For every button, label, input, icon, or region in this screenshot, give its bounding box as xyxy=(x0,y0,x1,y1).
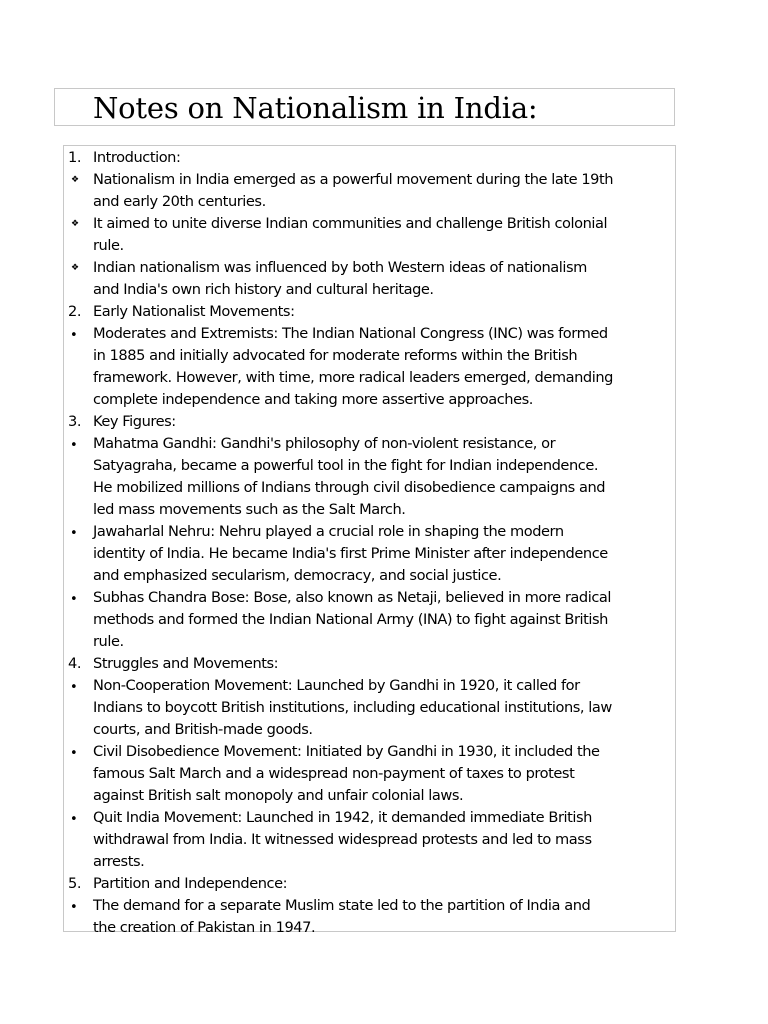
item-text xyxy=(93,675,673,741)
item-text xyxy=(93,873,673,895)
item-text xyxy=(93,301,673,323)
text-line: identity of India. He became India's first Prime Minister after independence xyxy=(93,545,608,562)
section-number: 1. xyxy=(68,149,82,166)
title-box xyxy=(54,88,675,126)
item-text xyxy=(93,323,673,411)
section-heading xyxy=(64,301,675,323)
list-item xyxy=(64,741,675,807)
text-line: methods and formed the Indian National Army (INA) to fight against British xyxy=(93,611,608,628)
text-line: and India's own rich history and cultural heritage. xyxy=(93,281,434,298)
item-text xyxy=(93,587,673,653)
text-line: in 1885 and initially advocated for moderate reforms within the British xyxy=(93,347,578,364)
section-number: 3. xyxy=(68,413,82,430)
list-item xyxy=(64,257,675,301)
item-text xyxy=(93,895,673,939)
section-heading xyxy=(64,653,675,675)
text-line: arrests. xyxy=(93,853,145,870)
text-line: Partition and Independence: xyxy=(93,875,288,892)
bullet-icon: • xyxy=(70,746,78,761)
item-text xyxy=(93,653,673,675)
bullet-icon: • xyxy=(70,680,78,695)
text-line: Introduction: xyxy=(93,149,181,166)
text-line: rule. xyxy=(93,633,124,650)
bullet-icon: • xyxy=(70,812,78,827)
text-line: Quit India Movement: Launched in 1942, it demanded immediate British xyxy=(93,809,592,826)
text-line: rule. xyxy=(93,237,124,254)
text-line: Non-Cooperation Movement: Launched by Gandhi in 1920, it called for xyxy=(93,677,580,694)
document-title: Notes on Nationalism in India: xyxy=(93,91,538,125)
text-line: famous Salt March and a widespread non-payment of taxes to protest xyxy=(93,765,575,782)
list-item xyxy=(64,807,675,873)
text-line: Subhas Chandra Bose: Bose, also known as Netaji, believed in more radical xyxy=(93,589,611,606)
list-item xyxy=(64,675,675,741)
text-line: Struggles and Movements: xyxy=(93,655,279,672)
section-heading xyxy=(64,147,675,169)
section-number: 5. xyxy=(68,875,82,892)
text-line: and early 20th centuries. xyxy=(93,193,266,210)
text-line: withdrawal from India. It witnessed widespread protests and led to mass xyxy=(93,831,592,848)
section-number: 2. xyxy=(68,303,82,320)
bullet-icon: • xyxy=(70,526,78,541)
text-line: Jawaharlal Nehru: Nehru played a crucial role in shaping the modern xyxy=(93,523,564,540)
list-item xyxy=(64,433,675,521)
list-item xyxy=(64,587,675,653)
item-text xyxy=(93,807,673,873)
item-text xyxy=(93,257,673,301)
item-text xyxy=(93,169,673,213)
section-heading xyxy=(64,873,675,895)
text-line: He mobilized millions of Indians through civil disobedience campaigns and xyxy=(93,479,606,496)
list-item xyxy=(64,169,675,213)
notes-content-box xyxy=(63,145,676,936)
diamond-bullet-icon: ❖ xyxy=(71,175,79,185)
text-line: complete independence and taking more assertive approaches. xyxy=(93,391,533,408)
list-item xyxy=(64,213,675,257)
section-heading xyxy=(64,411,675,433)
text-line: Key Figures: xyxy=(93,413,176,430)
text-line: Nationalism in India emerged as a powerful movement during the late 19th xyxy=(93,171,614,188)
text-line: It aimed to unite diverse Indian communities and challenge British colonial xyxy=(93,215,608,232)
text-line: framework. However, with time, more radical leaders emerged, demanding xyxy=(93,369,613,386)
item-text xyxy=(93,147,673,169)
list-item xyxy=(64,895,675,939)
text-line: Satyagraha, became a powerful tool in the fight for Indian independence. xyxy=(93,457,599,474)
text-line: Indian nationalism was influenced by both Western ideas of nationalism xyxy=(93,259,587,276)
diamond-bullet-icon: ❖ xyxy=(71,219,79,229)
text-line: courts, and British-made goods. xyxy=(93,721,313,738)
bullet-icon: • xyxy=(70,900,78,915)
text-line: the creation of Pakistan in 1947. xyxy=(93,919,316,936)
item-text xyxy=(93,411,673,433)
text-line: Early Nationalist Movements: xyxy=(93,303,295,320)
item-text xyxy=(93,741,673,807)
text-line: led mass movements such as the Salt March. xyxy=(93,501,406,518)
bullet-icon: • xyxy=(70,328,78,343)
text-line: against British salt monopoly and unfair colonial laws. xyxy=(93,787,464,804)
list-item xyxy=(64,323,675,411)
diamond-bullet-icon: ❖ xyxy=(71,263,79,273)
text-line: The demand for a separate Muslim state led to the partition of India and xyxy=(93,897,591,914)
text-line: Moderates and Extremists: The Indian National Congress (INC) was formed xyxy=(93,325,608,342)
text-line: Civil Disobedience Movement: Initiated by Gandhi in 1930, it included the xyxy=(93,743,600,760)
item-text xyxy=(93,213,673,257)
section-number: 4. xyxy=(68,655,82,672)
item-text xyxy=(93,521,673,587)
item-text xyxy=(93,433,673,521)
text-line: Mahatma Gandhi: Gandhi's philosophy of non-violent resistance, or xyxy=(93,435,556,452)
text-line: Indians to boycott British institutions, including educational institutions, law xyxy=(93,699,612,716)
bullet-icon: • xyxy=(70,592,78,607)
list-item xyxy=(64,521,675,587)
text-line: and emphasized secularism, democracy, and social justice. xyxy=(93,567,502,584)
bullet-icon: • xyxy=(70,438,78,453)
